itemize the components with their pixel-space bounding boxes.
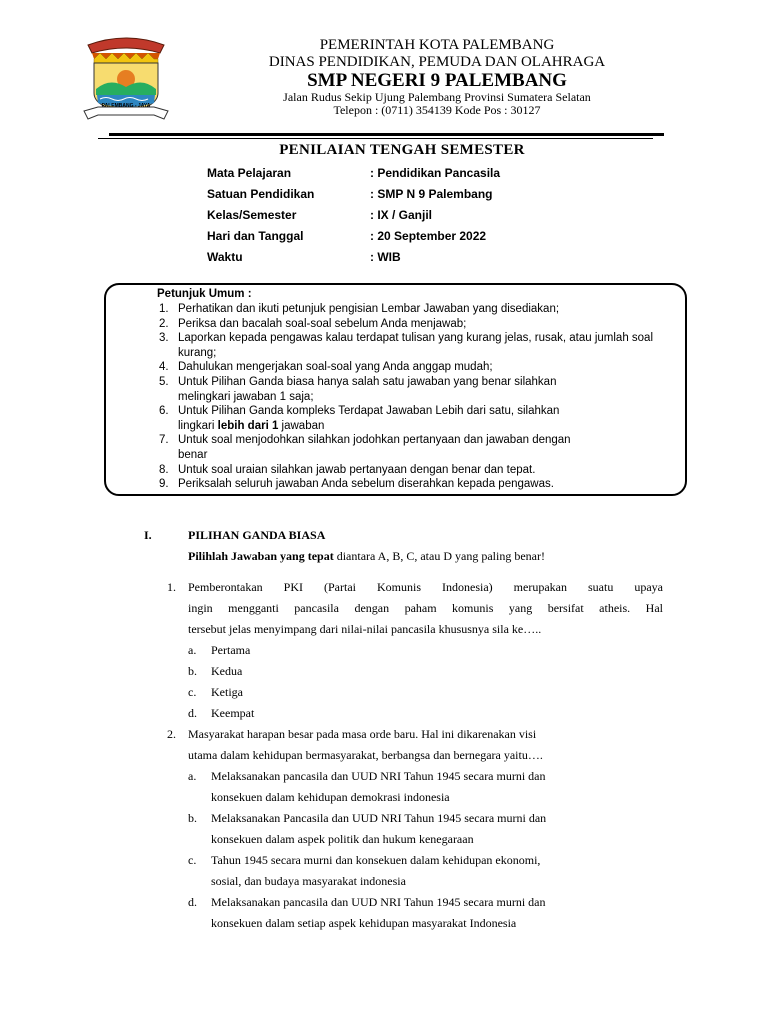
section-title: PILIHAN GANDA BIASA xyxy=(188,528,326,542)
instruction-text: Untuk soal uraian silahkan jawab pertanyaan dengan benar dan tepat. xyxy=(178,463,536,476)
answer-option[interactable] xyxy=(188,850,648,892)
option-letter: a. xyxy=(188,643,197,657)
header-divider-thick xyxy=(109,133,664,136)
instruction-item xyxy=(159,360,679,375)
instruction-number: 4. xyxy=(159,361,169,374)
instruction-text: Untuk Pilihan Ganda kompleks Terdapat Jawaban Lebih dari satu, silahkan lingkari xyxy=(178,405,560,432)
instruction-number: 3. xyxy=(159,332,169,345)
option-text: konsekuen dalam setiap aspek kehidupan masyarakat Indonesia xyxy=(211,916,517,930)
info-row xyxy=(207,166,501,180)
exam-title: PENILAIAN TENGAH SEMESTER xyxy=(279,142,525,158)
logo-banner-text: PALEMBANG - JAYA xyxy=(101,103,151,109)
option-text: konsekuen dalam kehidupan demokrasi indonesia xyxy=(211,790,450,804)
instruction-item xyxy=(159,331,679,360)
instruction-text: Periksa dan bacalah soal-soal sebelum Anda menjawab; xyxy=(178,317,467,330)
logo-emblem-icon xyxy=(80,33,172,123)
info-row xyxy=(207,187,493,201)
info-label: Mata Pelajaran xyxy=(207,166,292,180)
info-row xyxy=(207,250,401,264)
question-text xyxy=(188,724,663,766)
section-instruction-bold: Pilihlah Jawaban yang tepat xyxy=(188,549,334,563)
instruction-number: 8. xyxy=(159,463,169,476)
question-number: 2. xyxy=(167,727,176,741)
question-line: ingin mengganti pancasila dengan paham komunis yang bersifat atheis. Hal xyxy=(188,601,663,615)
instructions-list xyxy=(159,302,679,492)
option-letter: c. xyxy=(188,685,197,699)
option-letter: b. xyxy=(188,811,197,825)
instruction-item xyxy=(159,463,679,478)
instruction-text: Untuk soal menjodohkan silahkan jodohkan pertanyaan dan jawaban dengan benar xyxy=(178,434,571,461)
info-label: Waktu xyxy=(207,250,243,264)
info-value: : 20 September 2022 xyxy=(370,229,487,243)
instruction-emphasis: lebih dari 1 xyxy=(217,419,279,432)
info-value: : WIB xyxy=(370,250,401,264)
question-line: tersebut jelas menyimpang dari nilai-nilai pancasila khususnya sila ke….. xyxy=(188,622,542,636)
option-text: Keempat xyxy=(211,706,255,720)
header-government: PEMERINTAH KOTA PALEMBANG xyxy=(319,37,555,53)
section-instruction xyxy=(188,549,545,564)
option-text: Pertama xyxy=(211,643,251,657)
instruction-text: Untuk Pilihan Ganda biasa hanya salah satu jawaban yang benar silahkan melingkari jawaban 1 saja; xyxy=(178,375,557,403)
info-label: Hari dan Tanggal xyxy=(207,229,304,243)
answer-option[interactable] xyxy=(188,808,648,850)
instruction-number: 7. xyxy=(159,434,169,447)
section-instruction-rest: diantara A, B, C, atau D yang paling benar! xyxy=(333,549,545,563)
instruction-number: 2. xyxy=(159,317,169,330)
instruction-item xyxy=(159,302,679,317)
info-row xyxy=(207,229,487,243)
option-text: Tahun 1945 secara murni dan konsekuen dalam kehidupan ekonomi, xyxy=(211,853,541,867)
question-line: Masyarakat harapan besar pada masa orde baru. Hal ini dikarenakan visi xyxy=(188,727,537,741)
header-department: DINAS PENDIDIKAN, PEMUDA DAN OLAHRAGA xyxy=(268,54,606,70)
instruction-text: jawaban xyxy=(278,419,325,432)
instruction-number: 6. xyxy=(159,405,169,418)
question-number: 1. xyxy=(167,580,176,594)
header-school-name: SMP NEGERI 9 PALEMBANG xyxy=(307,70,567,91)
info-label: Kelas/Semester xyxy=(207,208,297,222)
instruction-item xyxy=(159,375,679,404)
question-text xyxy=(188,577,663,640)
section-number: I. xyxy=(144,528,152,542)
option-text: Melaksanakan Pancasila dan UUD NRI Tahun 1945 secara murni dan xyxy=(211,811,547,825)
header-contact: Telepon : (0711) 354139 Kode Pos : 30127 xyxy=(333,103,541,117)
info-value: : Pendidikan Pancasila xyxy=(370,166,501,180)
option-text: Melaksanakan pancasila dan UUD NRI Tahun 1945 secara murni dan xyxy=(211,895,546,909)
answer-option[interactable] xyxy=(188,892,648,934)
instruction-text: Dahulukan mengerjakan soal-soal yang Anda anggap mudah; xyxy=(178,361,493,374)
instruction-text: Laporkan kepada pengawas kalau terdapat tulisan yang kurang jelas, rusak, atau jumlah soal kurang; xyxy=(178,332,654,359)
option-letter: b. xyxy=(188,664,197,678)
instruction-item xyxy=(159,404,679,433)
question-line: Pemberontakan PKI (Partai Komunis Indonesia) merupakan suatu upaya xyxy=(188,580,663,594)
option-letter: c. xyxy=(188,853,197,867)
info-value: : SMP N 9 Palembang xyxy=(370,187,493,201)
option-text: sosial, dan budaya masyarakat indonesia xyxy=(211,874,406,888)
option-text: Ketiga xyxy=(211,685,243,699)
school-logo xyxy=(80,33,172,123)
instruction-text: Periksalah seluruh jawaban Anda sebelum diserahkan kepada pengawas. xyxy=(178,478,554,491)
option-text: konsekuen dalam aspek politik dan hukum kenegaraan xyxy=(211,832,474,846)
option-letter: d. xyxy=(188,895,197,909)
option-letter: d. xyxy=(188,706,197,720)
instruction-item xyxy=(159,433,679,462)
instruction-item xyxy=(159,317,679,332)
question-line: utama dalam kehidupan bermasyarakat, berbangsa dan bernegara yaitu…. xyxy=(188,748,543,762)
option-text: Melaksanakan pancasila dan UUD NRI Tahun 1945 secara murni dan xyxy=(211,769,546,783)
instruction-item xyxy=(159,477,679,492)
info-label: Satuan Pendidikan xyxy=(207,187,315,201)
instruction-number: 1. xyxy=(159,303,169,315)
option-text: Kedua xyxy=(211,664,243,678)
instruction-text: Perhatikan dan ikuti petunjuk pengisian Lembar Jawaban yang disediakan; xyxy=(178,303,560,315)
instruction-number: 9. xyxy=(159,478,169,491)
answer-option[interactable] xyxy=(188,766,648,808)
header-divider-thin xyxy=(98,138,653,139)
instructions-heading: Petunjuk Umum : xyxy=(157,288,252,300)
instruction-number: 5. xyxy=(159,375,169,388)
info-value: : IX / Ganjil xyxy=(370,208,433,222)
header-address: Jalan Rudus Sekip Ujung Palembang Provinsi Sumatera Selatan xyxy=(283,90,591,104)
info-row xyxy=(207,208,433,222)
option-letter: a. xyxy=(188,769,197,783)
